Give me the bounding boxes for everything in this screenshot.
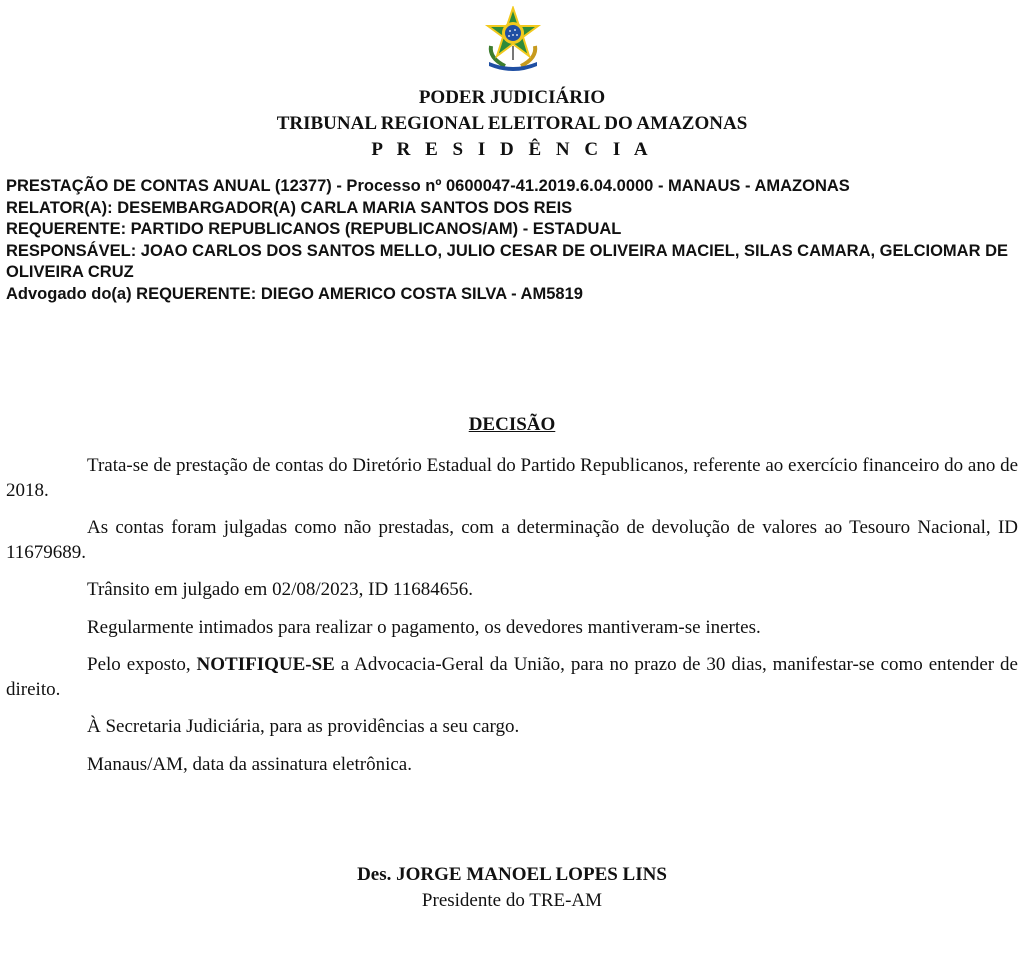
case-requerente-line: REQUERENTE: PARTIDO REPUBLICANOS (REPUBLICANOS/AM) - ESTADUAL	[6, 220, 622, 238]
header-tribunal-name: TRIBUNAL REGIONAL ELEITORAL DO AMAZONAS	[276, 113, 748, 134]
decision-paragraph-5-lead: Pelo exposto,	[87, 654, 197, 675]
decision-paragraph-5-emphasis: NOTIFIQUE-SE	[196, 654, 335, 675]
case-relator-line: RELATOR(A): DESEMBARGADOR(A) CARLA MARIA SANTOS DOS REIS	[6, 198, 573, 217]
signature-role: Presidente do TRE-AM	[421, 890, 603, 911]
decision-paragraph-7: Manaus/AM, data da assinatura eletrônica.	[87, 754, 412, 775]
case-advogado-line: Advogado do(a) REQUERENTE: DIEGO AMERICO COSTA SILVA - AM5819	[6, 284, 583, 303]
decision-paragraph-3: Trânsito em julgado em 02/08/2023, ID 11684656.	[87, 579, 473, 600]
case-metadata	[6, 176, 1016, 305]
decision-paragraph-2: As contas foram julgadas como não prestadas, com a determinação de devolução de valores ao Tesouro Nacional, ID 11679689.	[6, 517, 1018, 563]
case-process-line: PRESTAÇÃO DE CONTAS ANUAL (12377) - Processo nº 0600047-41.2019.6.04.0000 - MANAUS - AMAZONAS	[6, 177, 850, 195]
decision-paragraph-5	[6, 652, 1018, 702]
header-poder-judiciario: PODER JUDICIÁRIO	[418, 87, 606, 108]
case-responsavel-line: RESPONSÁVEL: JOAO CARLOS DOS SANTOS MELLO, JULIO CESAR DE OLIVEIRA MACIEL, SILAS CAMARA, GELCIOMAR DE OLIVEIRA CRUZ	[6, 241, 1008, 281]
header-presidencia: P R E S I D Ê N C I A	[371, 139, 653, 160]
decision-paragraph-4: Regularmente intimados para realizar o pagamento, os devedores mantiveram-se inertes.	[87, 617, 761, 638]
decision-paragraph-5-rest: a Advocacia-Geral da União, para no prazo de 30 dias, manifestar-se como entender de direito.	[6, 654, 1018, 700]
decision-paragraph-6: À Secretaria Judiciária, para as providências a seu cargo.	[87, 716, 520, 737]
brazil-coat-of-arms-seal	[483, 6, 543, 72]
decision-title: DECISÃO	[468, 414, 556, 435]
signature-name: Des. JORGE MANOEL LOPES LINS	[357, 864, 667, 885]
decision-paragraph-1: Trata-se de prestação de contas do Diretório Estadual do Partido Republicanos, referente ao exercício financeiro do ano de 2018.	[6, 455, 1018, 501]
